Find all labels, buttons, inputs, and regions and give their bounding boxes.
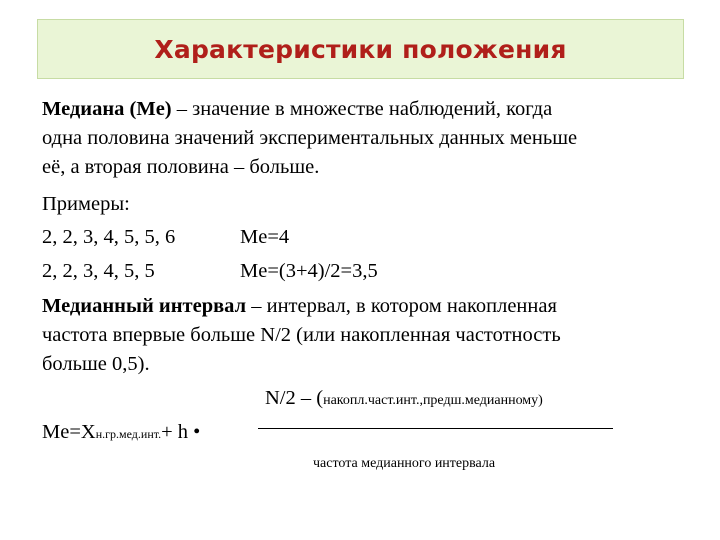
title-banner xyxy=(37,19,684,79)
slide-title: Характеристики положения xyxy=(154,34,567,64)
median-definition-line-1 xyxy=(42,97,552,121)
numerator-subtext: накопл.част.инт.,предш.медианному) xyxy=(323,393,543,408)
lhs-main: Me=X xyxy=(42,421,96,443)
formula-lhs xyxy=(42,420,200,446)
median-definition-line-3: её, а вторая половина – больше. xyxy=(42,156,320,178)
lhs-rest: + h • xyxy=(161,421,201,443)
interval-definition-text: – интервал, в котором накопленная xyxy=(246,295,557,317)
median-term: Медиана (Me) xyxy=(42,98,172,120)
median-definition-text: – значение в множестве наблюдений, когда xyxy=(171,98,553,120)
interval-definition-line-2: частота впервые больше N/2 (или накопленная частотность xyxy=(42,324,561,346)
interval-definition-line-3: больше 0,5). xyxy=(42,353,150,375)
formula-numerator xyxy=(265,386,543,413)
examples-label: Примеры: xyxy=(42,193,130,215)
example-1-result: Me=4 xyxy=(240,226,290,248)
example-1-data: 2, 2, 3, 4, 5, 5, 6 xyxy=(42,226,176,248)
numerator-main: N/2 – ( xyxy=(265,387,324,409)
fraction-bar xyxy=(258,428,613,429)
formula-denominator: частота медианного интервала xyxy=(313,456,496,471)
lhs-subscript: н.гр.мед.инт. xyxy=(95,427,162,441)
example-2-data: 2, 2, 3, 4, 5, 5 xyxy=(42,260,155,282)
interval-definition-line-1 xyxy=(42,294,557,318)
example-2-result: Me=(3+4)/2=3,5 xyxy=(240,260,378,282)
interval-term: Медианный интервал xyxy=(42,295,247,317)
median-definition-line-2: одна половина значений экспериментальных данных меньше xyxy=(42,127,578,149)
